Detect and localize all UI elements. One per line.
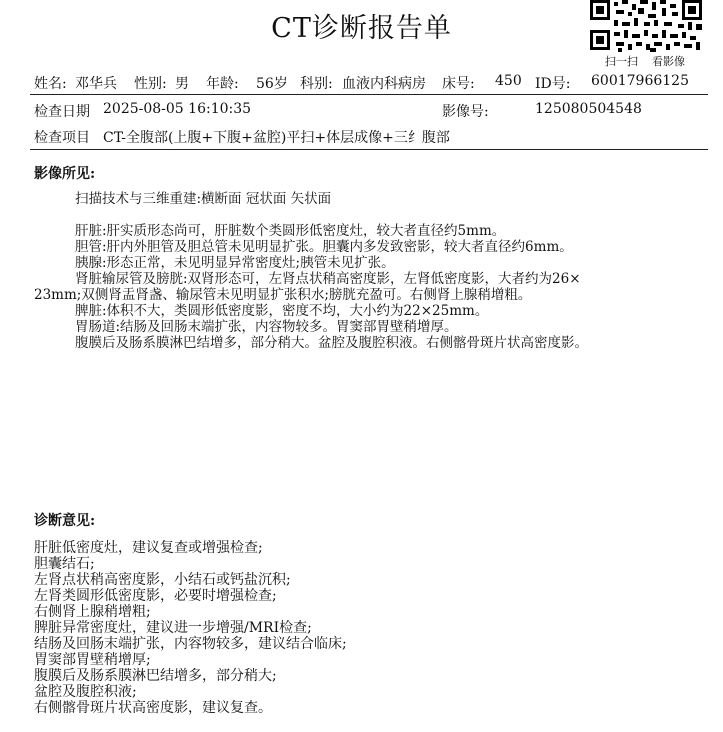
exam-date-label: 检查日期 (34, 104, 90, 120)
finding-line: 腹膜后及肠系膜淋巴结增多，部分稍大。盆腔及腹腔积液。右侧髂骨斑片状高密度影。 (75, 335, 588, 351)
patient-id: 60017966125 (591, 73, 689, 89)
diagnosis-line: 左肾类圆形低密度影，必要时增强检查; (34, 588, 277, 604)
diagnosis-line: 结肠及回肠末端扩张，内容物较多，建议结合临床; (34, 636, 347, 652)
diagnosis-line: 盆腔及腹腔积液; (34, 684, 137, 700)
patient-dept: 血液内科病房 (342, 76, 426, 92)
patient-bed-label: 床号: (442, 76, 475, 92)
image-number: 125080504548 (535, 101, 642, 117)
report-title: CT诊断报告单 (271, 13, 452, 44)
finding-line: 肝脏:肝实质形态尚可，肝脏数个类圆形低密度灶，较大者直径约5mm。 (75, 223, 506, 239)
divider (30, 94, 708, 95)
finding-line: 肾脏输尿管及膀胱:双肾形态可，左肾点状稍高密度影，左肾低密度影，大者约为26× (75, 271, 581, 287)
diagnosis-line: 左肾点状稍高密度影，小结石或钙盐沉积; (34, 572, 291, 588)
finding-line: 胆管:肝内外胆管及胆总管未见明显扩张。胆囊内多发致密影，较大者直径约6mm。 (75, 239, 573, 255)
diagnosis-line: 胆囊结石; (34, 556, 95, 572)
patient-name-label: 姓名: (34, 76, 67, 92)
exam-item-label: 检查项目 (34, 130, 90, 146)
patient-sex-label: 性别: (134, 76, 167, 92)
qr-code[interactable] (588, 0, 704, 52)
patient-bed: 450 (495, 73, 522, 89)
scan-label: 扫一扫 (605, 55, 638, 68)
image-number-label: 影像号: (442, 104, 489, 120)
patient-age-label: 年龄: (206, 76, 239, 92)
diagnosis-line: 腹膜后及肠系膜淋巴结增多，部分稍大; (34, 668, 277, 684)
patient-age: 56岁 (256, 76, 288, 92)
scan-technique: 扫描技术与三维重建:横断面 冠状面 矢状面 (75, 191, 332, 207)
exam-item: CT-全腹部(上腹+下腹+盆腔)平扫+体层成像+三纟腹部 (103, 130, 450, 146)
exam-date: 2025-08-05 16:10:35 (103, 101, 252, 117)
findings-heading: 影像所见: (34, 166, 96, 182)
finding-line: 胰腺:形态正常，未见明显异常密度灶;胰管未见扩张。 (75, 255, 395, 271)
diagnosis-line: 右侧肾上腺稍增粗; (34, 604, 151, 620)
finding-line: 脾脏:体积不大，类圆形低密度影，密度不均，大小约为22×25mm。 (75, 303, 489, 319)
diagnosis-line: 右侧髂骨斑片状高密度影，建议复查。 (34, 700, 272, 716)
patient-id-label: ID号: (535, 76, 571, 92)
patient-dept-label: 科别: (300, 76, 333, 92)
diagnosis-line: 脾脏异常密度灶，建议进一步增强/MRI检查; (34, 620, 312, 636)
view-image-label[interactable]: 看影像 (652, 55, 685, 68)
divider (30, 149, 708, 150)
diagnosis-line: 肝脏低密度灶，建议复查或增强检查; (34, 540, 263, 556)
finding-line: 23mm;双侧肾盂肾盏、输尿管未见明显扩张积水;膀胱充盈可。右侧肾上腺稍增粗。 (34, 287, 532, 303)
diagnosis-heading: 诊断意见: (34, 513, 96, 529)
diagnosis-line: 胃窦部胃壁稍增厚; (34, 652, 151, 668)
finding-line: 胃肠道:结肠及回肠末端扩张，内容物较多。胃窦部胃壁稍增厚。 (75, 319, 458, 335)
patient-sex: 男 (175, 76, 189, 92)
patient-name: 邓华兵 (75, 76, 117, 92)
